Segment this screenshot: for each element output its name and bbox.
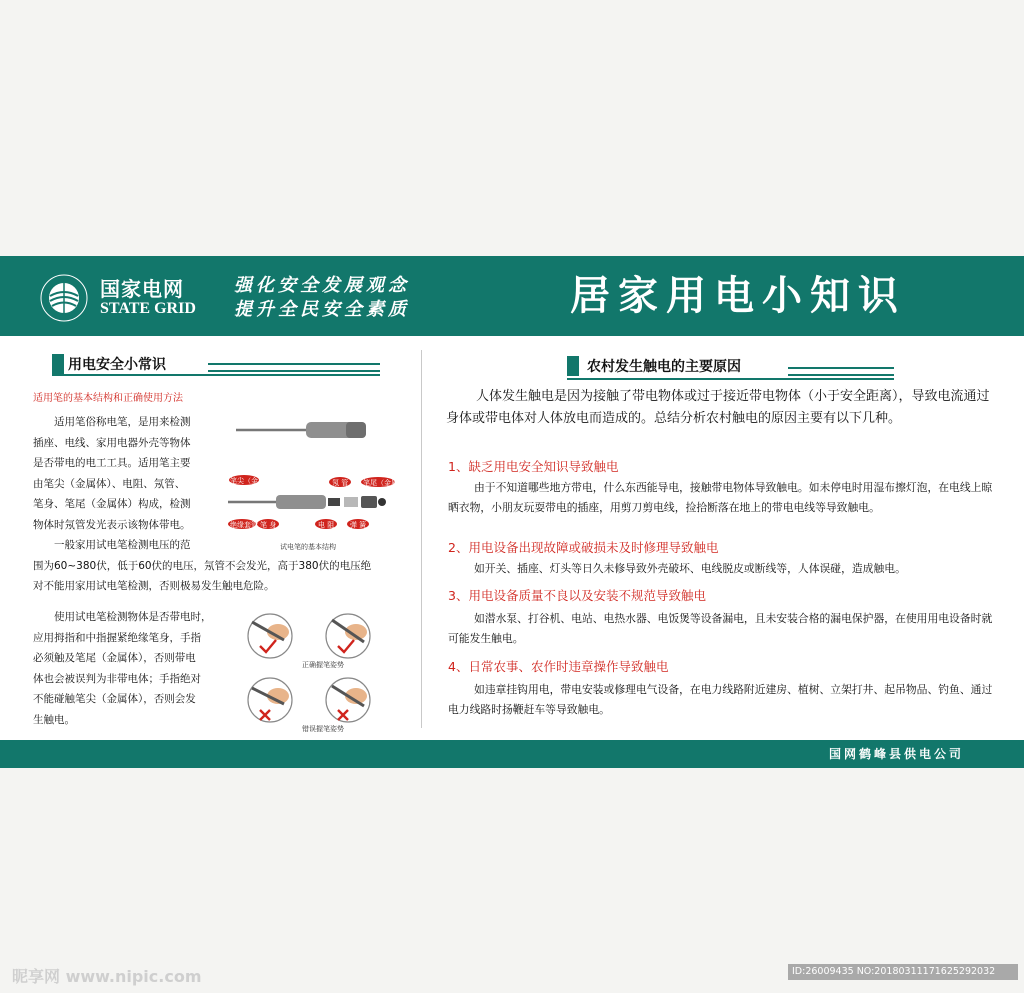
page-title: 居家用电小知识 — [570, 273, 906, 319]
watermark-id: ID:26009435 NO:20180311171625292032 — [788, 964, 1018, 980]
label-body: 笔 身 — [260, 521, 277, 529]
slogan-line-1: 强化安全发展观念 — [234, 275, 410, 296]
usage-text — [33, 607, 233, 730]
logo-cn-text: 国家电网 — [100, 277, 184, 301]
cause-3-body: 如潜水泵、打谷机、电站、电热水器、电饭煲等设备漏电，且未安装合格的漏电保护器，在使用用电设备时就可能发生触电。 — [448, 612, 993, 645]
globe-icon — [40, 274, 88, 322]
footer-company: 国网鹤峰县供电公司 — [828, 747, 964, 761]
right-section-title: 农村发生触电的主要原因 — [587, 359, 741, 375]
text-line: 物体时氖管发光表示该物体带电。 — [33, 518, 191, 531]
section-underline — [567, 378, 894, 380]
text-line: 一般家用试电笔检测电压的范 — [54, 539, 191, 551]
section-marker — [567, 356, 579, 376]
label-resistor: 电 阻 — [318, 521, 335, 529]
logo-en-text: STATE GRID — [100, 300, 196, 317]
text-line: 对不能用家用试电笔检测，否则极易发生触电危险。 — [33, 580, 275, 592]
text-line: 生触电。 — [33, 713, 75, 726]
cause-2-body: 如开关、插座、灯头等日久未修导致外壳破坏、电线脱皮或断线等，人体误碰，造成触电。 — [474, 562, 906, 575]
section-rule — [208, 363, 380, 372]
left-section-title: 用电安全小常识 — [68, 357, 166, 373]
text-line: 围为60~380伏，低于60伏的电压，氖管不会发光，高于380伏的电压绝 — [33, 559, 372, 572]
watermark-left: 昵享网 www.nipic.com — [12, 967, 202, 986]
cause-1-title: 1、缺乏用电安全知识导致触电 — [448, 459, 619, 474]
section-rule — [788, 367, 894, 376]
left-subheading: 适用笔的基本结构和正确使用方法 — [33, 393, 183, 404]
right-section-header — [567, 356, 741, 376]
section-underline — [52, 374, 380, 376]
cause-4-body: 如违章挂钩用电，带电安装或修理电气设备，在电力线路附近建房、植树、立架打井、起吊物品、钓鱼、通过电力线路时扬鞭赶车等导致触电。 — [448, 683, 993, 716]
header-bar — [0, 256, 1024, 336]
voltage-range-text — [33, 556, 423, 597]
pen-caption: 试电笔的基本结构 — [280, 543, 336, 551]
label-tip: 笔尖（金属体） — [230, 477, 279, 485]
column-divider — [421, 350, 422, 728]
label-tube: 氖 管 — [332, 479, 349, 487]
text-line: 应用拇指和中指握紧绝缘笔身，手指 — [33, 631, 201, 644]
test-pen-illustration — [228, 412, 408, 556]
state-grid-logo — [40, 274, 196, 322]
content-panel — [0, 336, 1024, 740]
text-line: 插座、电线、家用电器外壳等物体 — [33, 436, 191, 449]
text-line: 使用试电笔检测物体是否带电时， — [54, 611, 212, 623]
footer-bar — [0, 740, 1024, 768]
hand-grip-icon — [246, 610, 396, 734]
grip-caption-wrong: 错误握笔姿势 — [302, 725, 344, 733]
section-marker — [52, 354, 64, 374]
text-line: 是否带电的电工工具。适用笔主要 — [33, 457, 191, 469]
label-tail: 笔尾（金属体） — [363, 479, 398, 497]
text-line: 适用笔俗称电笔，是用来检测 — [54, 416, 191, 428]
slogan-line-2: 提升全民安全素质 — [234, 299, 410, 320]
label-insulation: 绝缘套管 — [230, 521, 258, 529]
text-line: 由笔尖（金属体）、电阻、氖管、 — [33, 477, 186, 490]
pen-description — [33, 412, 223, 556]
intro-paragraph: 人体发生触电是因为接触了带电物体或过于接近带电物体（小于安全距离），导致电流通过身体或带电体对人体放电而造成的。总结分析农村触电的原因主要有以下几种。 — [446, 389, 990, 426]
grip-illustrations — [246, 610, 396, 734]
cause-2-title: 2、用电设备出现故障或破损未及时修理导致触电 — [448, 540, 719, 555]
cause-3-title: 3、用电设备质量不良以及安装不规范导致触电 — [448, 588, 706, 603]
text-line: 不能碰触笔尖（金属体），否则会发 — [33, 693, 196, 705]
label-spring: 弹 簧 — [350, 521, 367, 529]
cause-1-body: 由于不知道哪些地方带电，什么东西能导电，接触带电物体导致触电。如未停电时用湿布擦灯泡，在电线上晾晒衣物，小朋友玩耍带电的插座，用剪刀剪电线，捡拾断落在地上的带电电线等导致触电。 — [448, 481, 993, 514]
text-line: 笔身、笔尾（金属体）构成，检测 — [33, 498, 191, 510]
text-line: 必须触及笔尾（金属体），否则带电 — [33, 652, 196, 664]
slogan — [234, 274, 410, 322]
left-section-header — [52, 354, 166, 374]
text-line: 体也会被误判为非带电体；手指绝对 — [33, 672, 201, 685]
grip-caption-correct: 正确握笔姿势 — [302, 661, 344, 669]
cause-4-title: 4、日常农事、农作时违章操作导致触电 — [448, 659, 669, 674]
